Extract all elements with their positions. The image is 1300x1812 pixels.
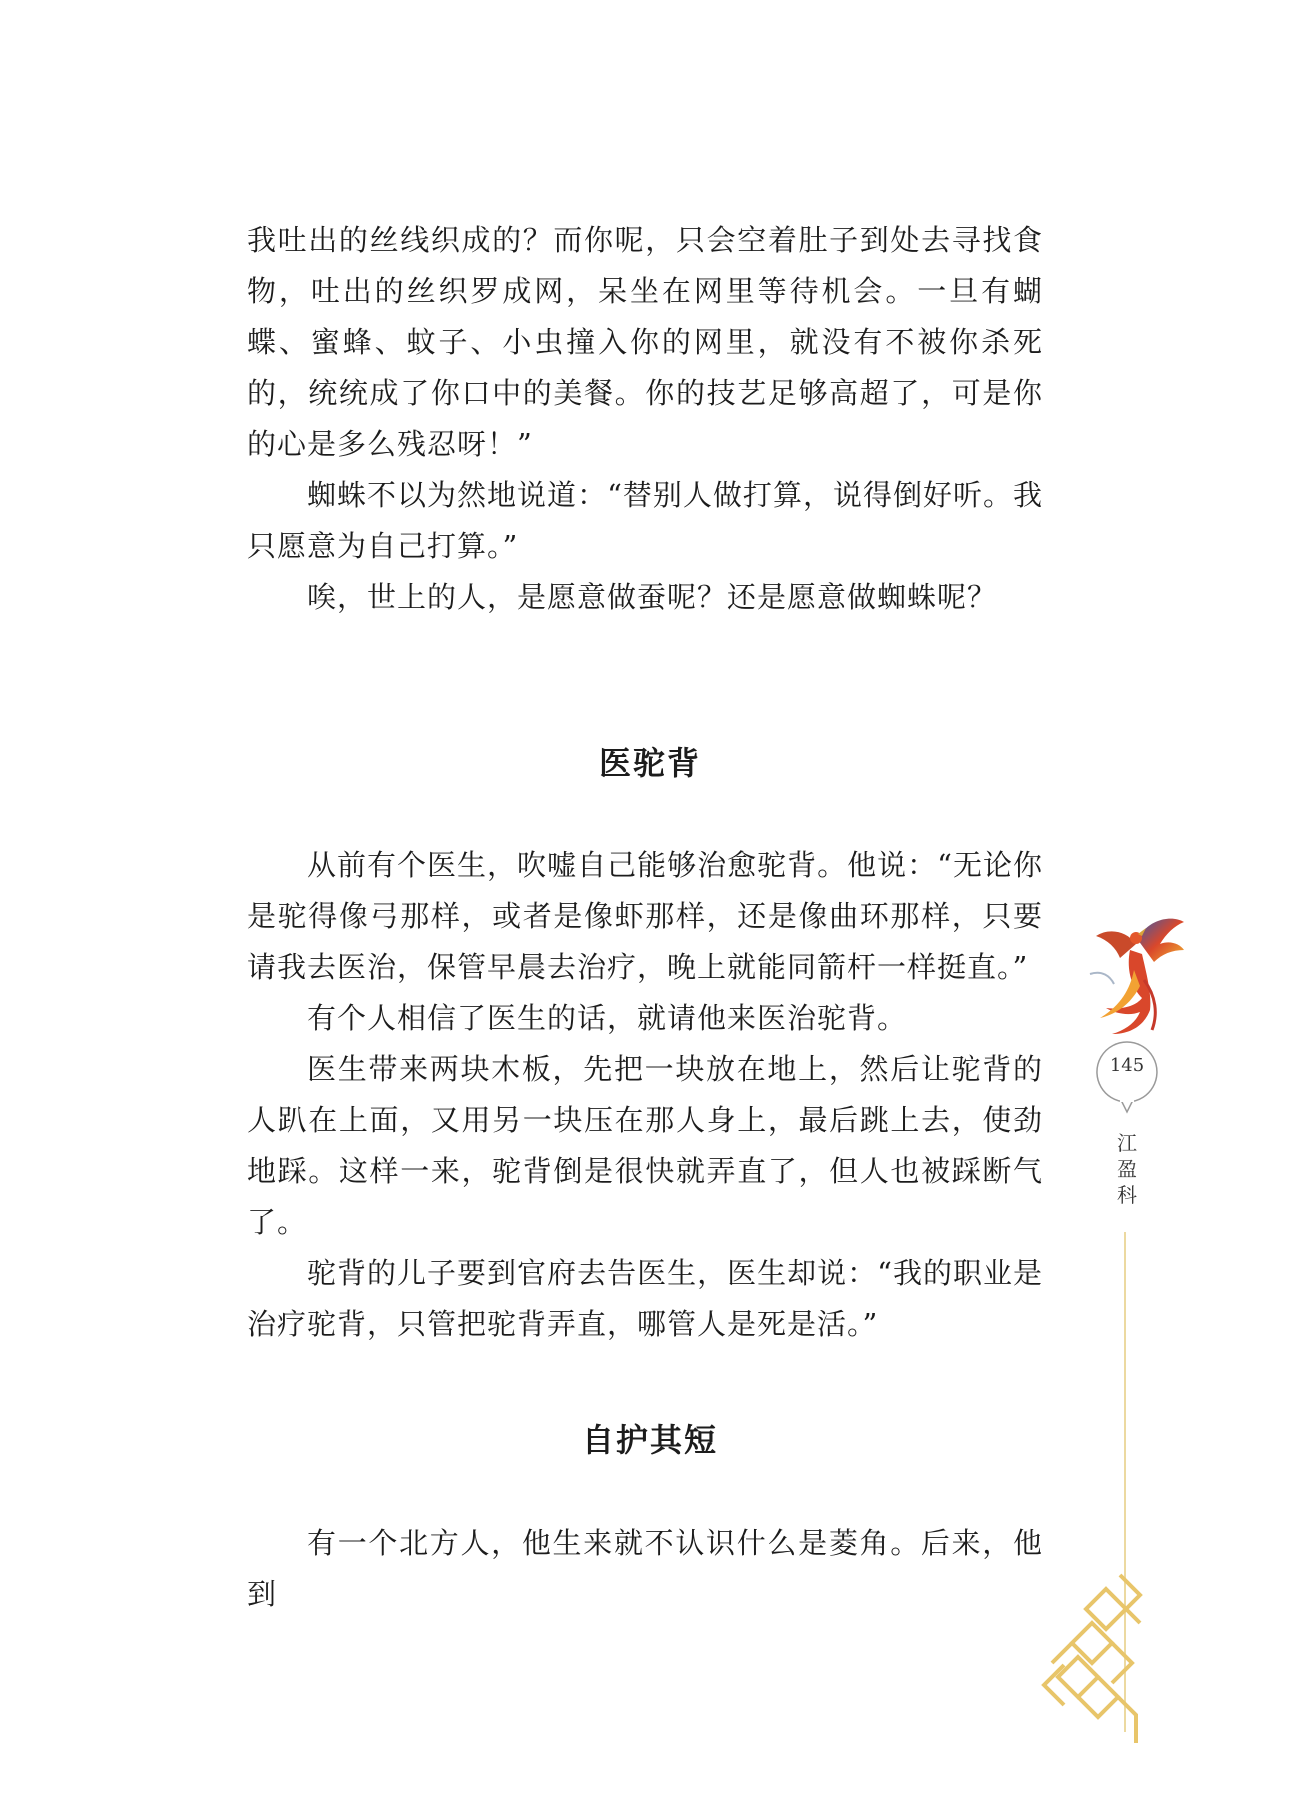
story3-text bbox=[247, 1518, 1043, 1620]
story2-text bbox=[247, 840, 1043, 1350]
story-title: 自护其短 bbox=[581, 1421, 718, 1459]
story-title: 医驼背 bbox=[598, 744, 701, 782]
paragraph: 我吐出的丝线织成的？而你呢，只会空着肚子到处去寻找食物，吐出的丝织罗成网，呆坐在网里等待机会。一旦有蝴蝶、蜜蜂、蚊子、小虫撞入你的网里，就没有不被你杀死的，统统成了你口中的美餐。你的技艺足够高超了，可是你的心是多么残忍呀！” bbox=[247, 223, 1043, 461]
page-number: 145 bbox=[1109, 1055, 1145, 1076]
paragraph: 唉，世上的人，是愿意做蚕呢？还是愿意做蜘蛛呢？ bbox=[307, 580, 998, 614]
endless-knot-icon bbox=[1036, 1565, 1146, 1745]
author-name: 江盈科 bbox=[1117, 1131, 1137, 1207]
paragraph: 有个人相信了医生的话，就请他来医治驼背。 bbox=[307, 1001, 908, 1035]
paragraph: 有一个北方人，他生来就不认识什么是菱角。后来，他到 bbox=[247, 1526, 1043, 1611]
paragraph: 医生带来两块木板，先把一块放在地上，然后让驼背的人趴在上面，又用另一块压在那人身上，最后跳上去，使劲地踩。这样一来，驼背倒是很快就弄直了，但人也被踩断气了。 bbox=[247, 1052, 1043, 1239]
story1-text bbox=[247, 215, 1043, 623]
paragraph: 从前有个医生，吹嘘自己能够治愈驼背。他说：“无论你是驼得像弓那样，或者是像虾那样，还是像曲环那样，只要请我去医治，保管早晨去治疗，晚上就能同箭杆一样挺直。” bbox=[247, 848, 1043, 984]
phoenix-icon bbox=[1086, 910, 1186, 1038]
page-number-badge bbox=[1087, 1038, 1167, 1114]
paragraph: 蜘蛛不以为然地说道：“替别人做打算，说得倒好听。我只愿意为自己打算。” bbox=[247, 478, 1043, 563]
paragraph: 驼背的儿子要到官府去告医生，医生却说：“我的职业是治疗驼背，只管把驼背弄直，哪管人是死是活。” bbox=[247, 1256, 1043, 1341]
